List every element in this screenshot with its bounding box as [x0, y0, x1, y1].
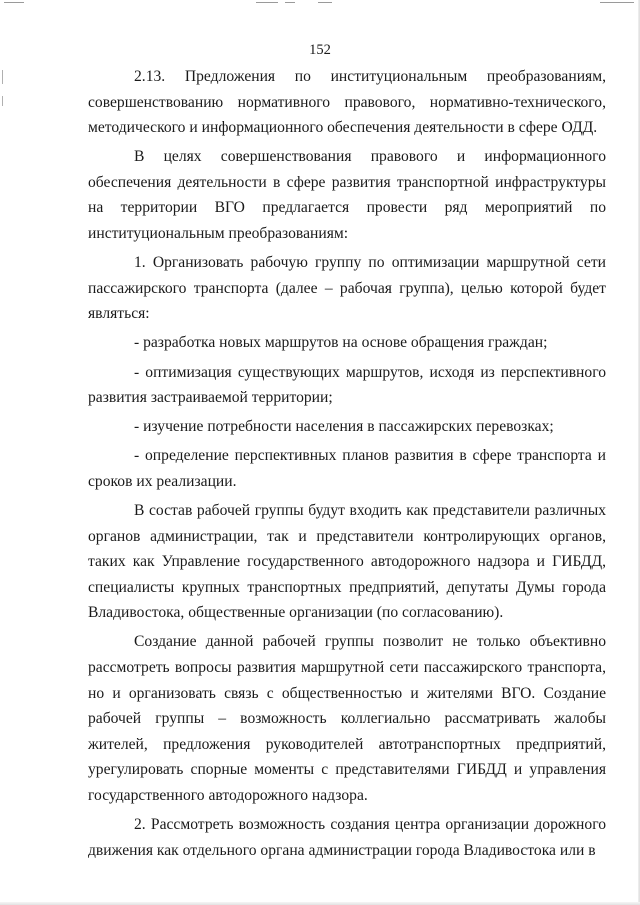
paragraph: 2. Рассмотреть возможность создания центра организации дорожного движения как отдельного органа администрации города Владивостока или в — [88, 816, 606, 859]
list-item: - разработка новых маршрутов на основе обращения граждан; — [134, 334, 548, 352]
paragraph: 1. Организовать рабочую группу по оптимизации маршрутной сети пассажирского транспорта (далее – рабочая группа), целью которой будет являться: — [88, 254, 606, 323]
paragraph-section-heading: 2.13. Предложения по институциональным преобразованиям, совершенствованию нормативного правового, нормативно-технического, методического и информационного обеспечения деятельности в сфере ОДД. — [88, 68, 606, 137]
scan-artifact-line — [318, 2, 332, 3]
list-item: - определение перспективных планов развития в сфере транспорта и сроков их реализации. — [88, 447, 606, 490]
scan-artifact-line — [600, 2, 634, 3]
scan-artifact-line — [256, 2, 278, 3]
list-item: - оптимизация существующих маршрутов, исходя из перспективного развития застраиваемой территории; — [88, 363, 606, 407]
paragraph: Создание данной рабочей группы позволит не только объективно рассмотреть вопросы развития маршрутной сети пассажирского транспорта, но и организовать связь с общественностью и жителями ВГО. Создание рабочей группы – возможность коллегиально рассматривать жалобы жителей, предложения руководителей автотранспортных предприятий, урегулировать спорные моменты с представителями ГИБДД и управления государственного автодорожного надзора. — [88, 633, 606, 805]
list-item: - изучение потребности населения в пассажирских перевозках; — [134, 418, 554, 436]
scan-artifact-line — [285, 2, 295, 3]
paragraph: В целях совершенствования правового и информационного обеспечения деятельности в сфере развития транспортной инфраструктуры на территории ВГО предлагается провести ряд мероприятий по институциональным преобразованиям: — [88, 148, 606, 243]
body-text — [88, 64, 606, 867]
scan-artifact-line — [4, 2, 24, 3]
paragraph: В состав рабочей группы будут входить как представители различных органов администрации, так и представители контролирующих органов, таких как Управление государственного автодорожного надзора и ГИБДД, специалисты крупных транспортных предприятий, депутаты Думы города Владивостока, общественные организации (по согласованию). — [88, 502, 606, 622]
scan-artifact-mark — [2, 70, 3, 84]
page-number: 152 — [309, 42, 331, 58]
scan-artifact-mark — [2, 96, 3, 106]
